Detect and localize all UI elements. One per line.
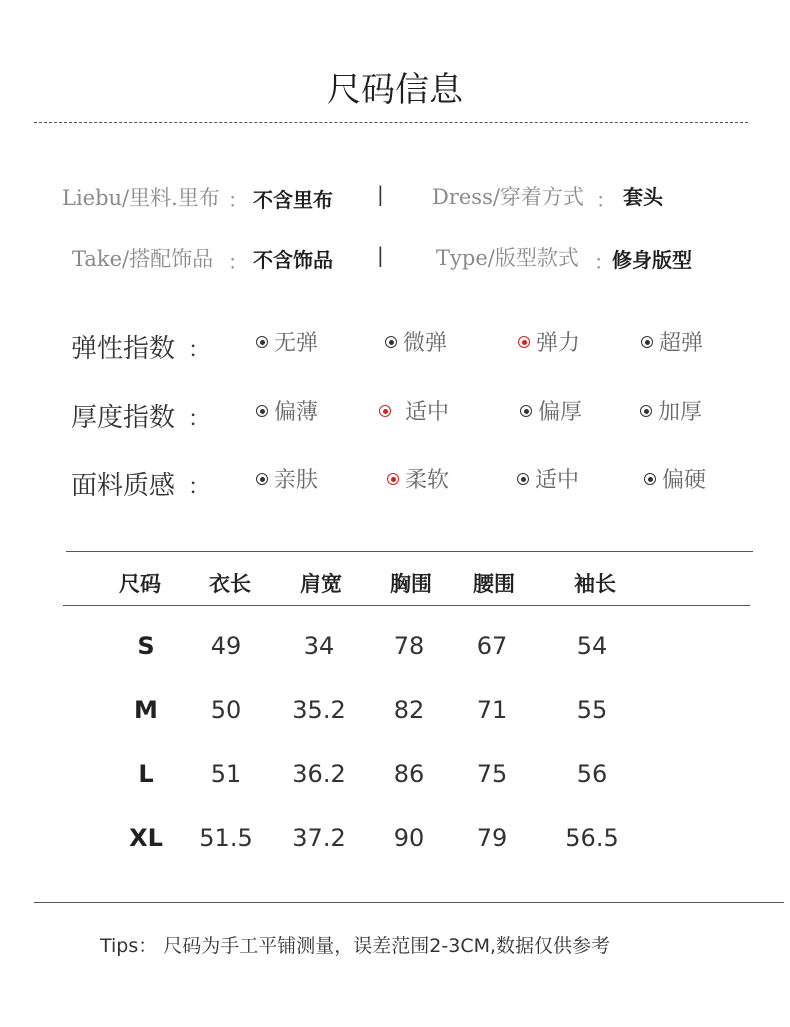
radio-icon (640, 405, 652, 417)
table-cell: 35.2 (292, 696, 346, 724)
spec-separator: | (377, 182, 384, 206)
indicator-label-thickness: 厚度指数 (71, 403, 176, 433)
radio-icon (520, 405, 532, 417)
spec-colon: ： (596, 188, 616, 212)
radio-selected-icon (518, 336, 530, 348)
spec-label-accessories: Take/搭配饰品 (72, 247, 214, 271)
option-elasticity-2[interactable]: 弹力 (518, 329, 580, 359)
table-header-length: 衣长 (209, 572, 251, 596)
table-cell: 71 (476, 696, 508, 724)
radio-selected-icon (387, 473, 399, 485)
table-cell: 55 (576, 696, 608, 724)
spec-value-type: 修身版型 (612, 248, 692, 272)
tips-note: Tips： 尺码为手工平铺测量，误差范围2-3CM,数据仅供参考 (100, 935, 611, 957)
option-thickness-3[interactable]: 加厚 (640, 398, 702, 428)
table-bottom-rule (34, 902, 784, 903)
option-texture-3[interactable]: 偏硬 (644, 466, 706, 496)
table-cell: 79 (476, 824, 508, 852)
table-cell: 75 (476, 760, 508, 788)
radio-icon (256, 473, 268, 485)
indicator-label-elasticity: 弹性指数 (71, 334, 176, 364)
table-header-shoulder: 肩宽 (300, 572, 342, 596)
option-thickness-2[interactable]: 偏厚 (520, 398, 582, 428)
table-cell: 50 (210, 696, 242, 724)
table-cell-size: S (137, 632, 155, 660)
table-cell: 90 (393, 824, 425, 852)
radio-icon (385, 336, 397, 348)
table-header-rule (63, 605, 750, 606)
option-texture-0[interactable]: 亲肤 (256, 466, 318, 496)
indicator-colon: ： (188, 407, 211, 432)
option-texture-1[interactable]: 柔软 (387, 466, 449, 496)
radio-icon (256, 405, 268, 417)
table-cell: 54 (576, 632, 608, 660)
radio-icon (517, 473, 529, 485)
table-cell: 51 (210, 760, 242, 788)
spec-colon: ： (228, 250, 248, 274)
table-cell: 78 (393, 632, 425, 660)
table-header-chest: 胸围 (390, 572, 432, 596)
title-divider (34, 122, 748, 123)
indicator-colon: ： (188, 475, 211, 500)
table-cell: 36.2 (292, 760, 346, 788)
spec-label-lining: Liebu/里料.里布 (62, 186, 220, 210)
spec-separator: | (377, 243, 384, 267)
indicator-label-texture: 面料质感 (71, 471, 176, 501)
table-header-waist: 腰围 (473, 572, 515, 596)
spec-value-lining: 不含里布 (253, 188, 333, 212)
option-texture-2[interactable]: 适中 (517, 466, 579, 496)
table-cell-size: XL (129, 824, 163, 852)
page-title: 尺码信息 (327, 70, 463, 110)
table-cell: 67 (476, 632, 508, 660)
table-cell: 86 (393, 760, 425, 788)
option-thickness-0[interactable]: 偏薄 (256, 398, 318, 428)
table-cell-size: L (138, 760, 154, 788)
spec-value-accessories: 不含饰品 (253, 248, 333, 272)
radio-icon (641, 336, 653, 348)
table-cell: 51.5 (199, 824, 253, 852)
radio-icon (644, 473, 656, 485)
table-cell: 37.2 (292, 824, 346, 852)
table-header-sleeve: 袖长 (574, 572, 616, 596)
table-cell: 49 (210, 632, 242, 660)
option-elasticity-1[interactable]: 微弹 (385, 329, 447, 359)
spec-colon: ： (228, 188, 248, 212)
table-cell: 56 (576, 760, 608, 788)
table-cell-size: M (134, 696, 158, 724)
table-top-rule (66, 551, 753, 552)
table-cell: 34 (303, 632, 335, 660)
option-elasticity-0[interactable]: 无弹 (256, 329, 318, 359)
spec-colon: ： (594, 250, 614, 274)
indicator-colon: ： (188, 338, 211, 363)
table-cell: 56.5 (565, 824, 619, 852)
option-thickness-1[interactable]: 适中 (379, 398, 449, 428)
spec-value-wear: 套头 (623, 185, 663, 209)
option-elasticity-3[interactable]: 超弹 (641, 329, 703, 359)
spec-label-type: Type/版型款式 (436, 246, 579, 270)
spec-label-wear: Dress/穿着方式 (432, 185, 584, 209)
radio-icon (256, 336, 268, 348)
radio-selected-icon (379, 405, 391, 417)
table-cell: 82 (393, 696, 425, 724)
table-header-size: 尺码 (119, 572, 161, 596)
